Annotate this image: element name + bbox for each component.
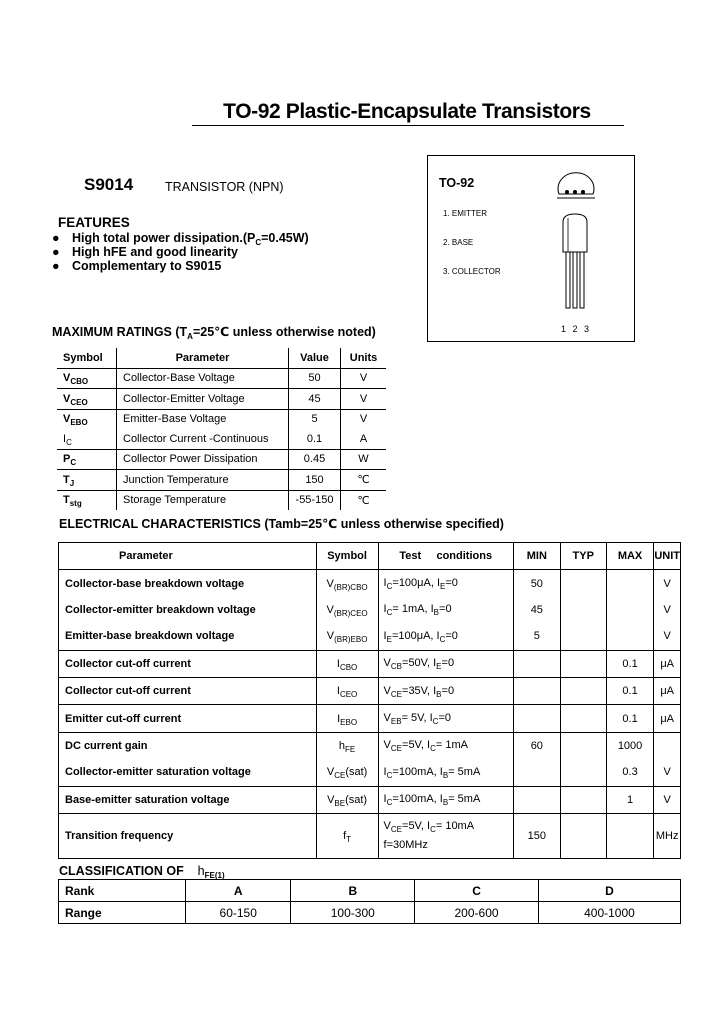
page-title: TO-92 Plastic-Encapsulate Transistors <box>223 100 591 123</box>
title-underline <box>192 125 624 126</box>
classification-heading: CLASSIFICATION OF $h_{FE(1)}$ <box>59 864 225 880</box>
table-row: Collector-emitter saturation voltage $V_{CE}(sat)$ $I_C=100mA$, $I_B= 5mA$ 0.3 V <box>59 759 681 786</box>
table-header-row: Symbol Parameter Value Units <box>57 348 386 368</box>
bullet-icon: ● <box>52 231 60 245</box>
table-row: DC current gain $h_{FE}$ $V_{CE}=5V$, $I_C= 1mA$ 60 1000 <box>59 732 681 759</box>
pin-label-base: 2. BASE <box>443 238 474 247</box>
features-heading: FEATURES <box>58 215 130 230</box>
electrical-heading: ELECTRICAL CHARACTERISTICS (Tamb=25℃ unless otherwise specified) <box>59 517 504 531</box>
table-header-row: Parameter Symbol Test conditions MIN TYP MAX UNIT <box>59 543 681 570</box>
feature-item: ● High total power $dissipation.(P_C=0.45W)$ <box>52 231 309 247</box>
part-type: TRANSISTOR (NPN) <box>165 180 284 194</box>
table-row: Collector cut-off current $I_{CBO}$ $V_{CB}=50V$, $I_E=0$ 0.1 μA <box>59 650 681 677</box>
to92-package-drawing <box>540 172 620 322</box>
table-row: Emitter-base breakdown voltage $V_{(BR)EBO}$ $I_E=100\mu A$, $I_C=0$ 5 V <box>59 623 681 650</box>
max-ratings-heading: MAXIMUM RATINGS ($T_A=25℃$ unless otherwise noted) <box>52 325 376 341</box>
table-row: Emitter cut-off current $I_{EBO}$ $V_{EB}= 5V$, $I_C=0$ 0.1 μA <box>59 705 681 732</box>
table-row: $V_{CEO}$ Collector-Emitter Voltage 45 V <box>57 389 386 410</box>
bullet-icon: ● <box>52 245 60 259</box>
part-number: S9014 <box>84 175 134 194</box>
classification-table <box>58 879 681 924</box>
feature-item: ● High hFE and good linearity <box>52 245 238 259</box>
table-row: Collector cut-off current $I_{CEO}$ $V_{CE}=35V$, $I_B=0$ 0.1 μA <box>59 677 681 704</box>
range-row: Range 60-150 100-300 200-600 400-1000 <box>59 902 681 924</box>
rank-row: Rank A B C D <box>59 880 681 902</box>
pin-label-emitter: 1. EMITTER <box>443 209 488 218</box>
electrical-characteristics-table <box>58 542 681 859</box>
table-row: $T_{stg}$ Storage Temperature -55-150 ℃ <box>57 490 386 510</box>
table-row: Base-emitter saturation voltage $V_{BE}(sat)$ $I_C=100mA$, $I_B= 5mA$ 1 V <box>59 786 681 813</box>
table-row: $I_C$ Collector Current -Continuous 0.1 A <box>57 429 386 449</box>
package-name: TO-92 <box>439 176 475 190</box>
table-row: Transition frequency $f_T$ $V_{CE}=5V$, $I_C= 10mA$ f=30MHz 150 MHz <box>59 813 681 858</box>
pin-label-collector: 3. COLLECTOR <box>443 267 501 276</box>
table-row: $V_{CBO}$ Collector-Base Voltage 50 V <box>57 368 386 389</box>
pin-numbers: 1 2 3 <box>561 324 592 334</box>
table-row: $P_C$ Collector Power Dissipation 0.45 W <box>57 449 386 470</box>
table-row: Collector-emitter breakdown voltage $V_{(BR)CEO}$ $I_C= 1mA$, $I_B=0$ 45 V <box>59 597 681 623</box>
table-row: $T_J$ Junction Temperature 150 ℃ <box>57 470 386 491</box>
bullet-icon: ● <box>52 259 60 273</box>
table-row: $V_{EBO}$ Emitter-Base Voltage 5 V <box>57 409 386 429</box>
feature-item: ● Complementary to S9015 <box>52 259 222 273</box>
table-row: Collector-base breakdown voltage $V_{(BR)CBO}$ $I_C=100\mu A$, $I_E=0$ 50 V <box>59 570 681 597</box>
max-ratings-table <box>57 348 386 510</box>
